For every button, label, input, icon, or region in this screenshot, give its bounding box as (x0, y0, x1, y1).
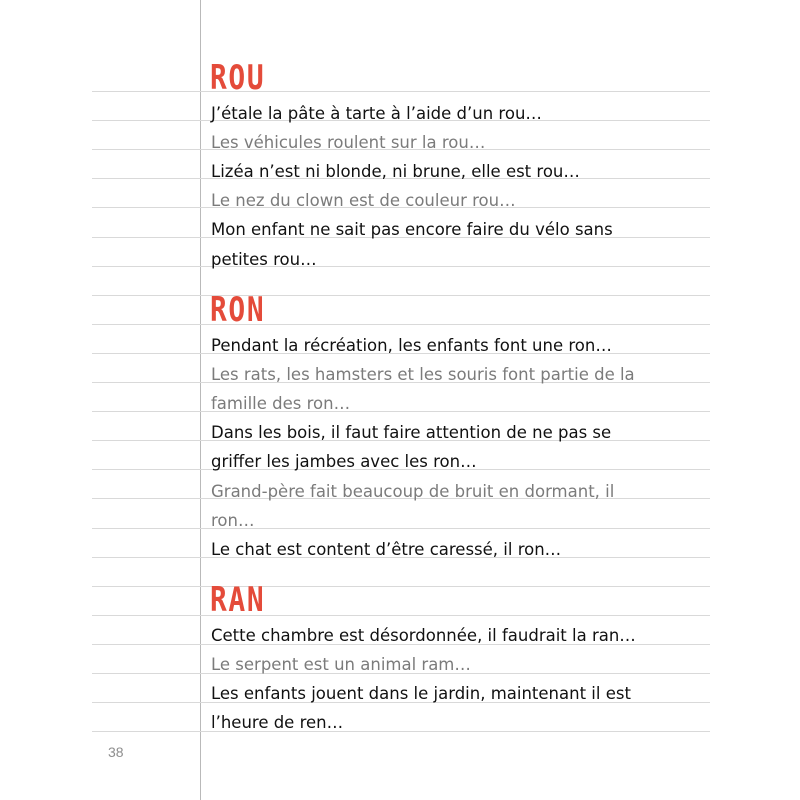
sentence-line: Le chat est content d’être caressé, il ron… (211, 540, 562, 559)
ruled-line (92, 731, 710, 732)
sentence-line: J’étale la pâte à tarte à l’aide d’un rou… (211, 104, 542, 123)
ruled-line (92, 91, 710, 92)
sentence-line: famille des ron… (211, 394, 351, 413)
section-heading-rou: ROU (210, 58, 266, 98)
sentence-line: Le nez du clown est de couleur rou… (211, 191, 516, 210)
ruled-line (92, 586, 710, 587)
sentence-line: ron… (211, 511, 255, 530)
sentence-line: Les rats, les hamsters et les souris font partie de la (211, 365, 635, 384)
section-heading-ron: RON (210, 290, 266, 330)
sentence-line: Cette chambre est désordonnée, il faudrait la ran… (211, 626, 636, 645)
sentence-line: Les enfants jouent dans le jardin, maintenant il est (211, 684, 631, 703)
sentence-line: Mon enfant ne sait pas encore faire du vélo sans (211, 220, 613, 239)
sentence-line: Pendant la récréation, les enfants font une ron… (211, 336, 612, 355)
ruled-line (92, 528, 710, 529)
sentence-line: Le serpent est un animal ram… (211, 655, 471, 674)
sentence-line: Dans les bois, il faut faire attention de ne pas se (211, 423, 612, 442)
ruled-line (92, 615, 710, 616)
sentence-line: l’heure de ren… (211, 713, 344, 732)
ruled-line (92, 324, 710, 325)
sentence-line: Lizéa n’est ni blonde, ni brune, elle est rou… (211, 162, 580, 181)
sentence-line: Grand-père fait beaucoup de bruit en dormant, il (211, 482, 615, 501)
ruled-line (92, 411, 710, 412)
section-heading-ran: RAN (210, 580, 266, 620)
sentence-line: Les véhicules roulent sur la rou… (211, 133, 486, 152)
page-number: 38 (108, 744, 124, 760)
ruled-line (92, 295, 710, 296)
ruled-line (92, 266, 710, 267)
sentence-line: petites rou… (211, 250, 317, 269)
sentence-line: griffer les jambes avec les ron… (211, 452, 477, 471)
